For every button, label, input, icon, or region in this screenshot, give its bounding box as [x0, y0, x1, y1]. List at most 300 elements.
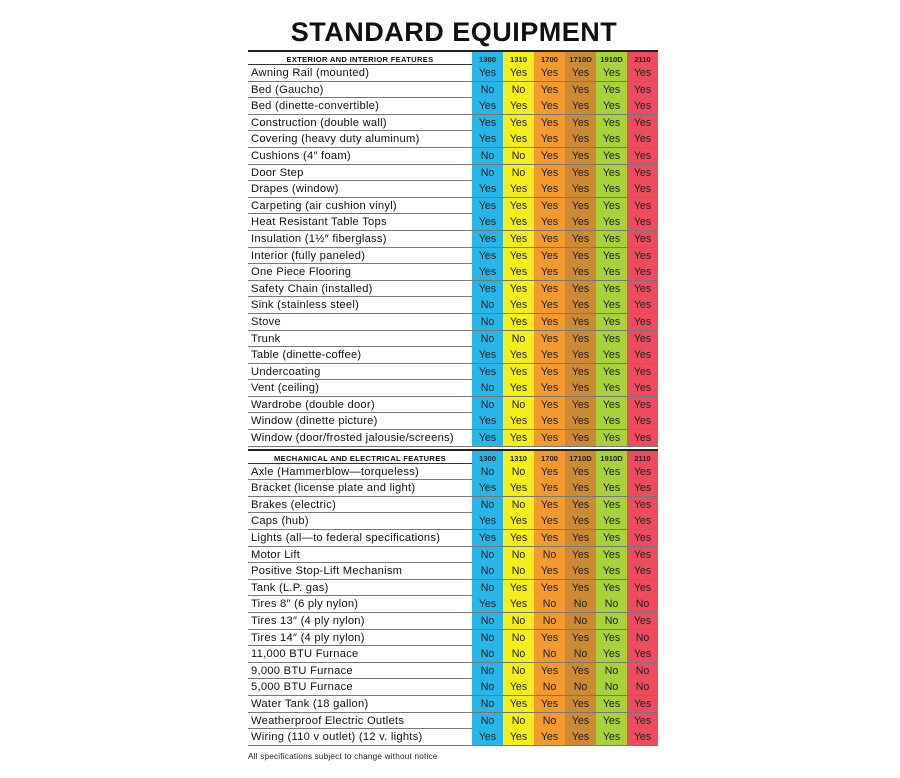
availability-cell: Yes	[596, 513, 627, 529]
availability-cell: Yes	[565, 530, 596, 546]
availability-cell: Yes	[503, 181, 534, 197]
availability-cell: Yes	[596, 331, 627, 347]
availability-cell: Yes	[565, 231, 596, 247]
table-row	[248, 181, 658, 198]
availability-cell: No	[534, 596, 565, 612]
availability-cell: Yes	[627, 65, 658, 81]
availability-cell: Yes	[534, 98, 565, 114]
model-header: 1710D	[565, 52, 596, 67]
availability-cell: No	[596, 596, 627, 612]
availability-cell: Yes	[627, 198, 658, 214]
availability-cell: Yes	[627, 397, 658, 413]
availability-cell: Yes	[565, 696, 596, 712]
availability-cell: Yes	[565, 148, 596, 164]
feature-label: Carpeting (air cushion vinyl)	[251, 199, 397, 212]
availability-cell: Yes	[565, 364, 596, 380]
availability-cell: Yes	[627, 646, 658, 662]
feature-label: Axle (Hammerblow—torqueless)	[251, 465, 420, 478]
availability-cell: Yes	[534, 314, 565, 330]
page-title: STANDARD EQUIPMENT	[290, 17, 618, 47]
availability-cell: Yes	[627, 364, 658, 380]
availability-cell: Yes	[596, 729, 627, 745]
feature-label: Trunk	[251, 332, 281, 345]
availability-cell: Yes	[472, 65, 503, 81]
table-row	[248, 513, 658, 530]
availability-cell: Yes	[503, 596, 534, 612]
table-row	[248, 231, 658, 248]
availability-cell: Yes	[503, 231, 534, 247]
feature-label: Heat Resistant Table Tops	[251, 216, 387, 229]
feature-label: Positive Stop-Lift Mechanism	[251, 565, 403, 578]
availability-cell: No	[472, 464, 503, 480]
table-row	[248, 596, 658, 613]
availability-cell: Yes	[596, 646, 627, 662]
availability-cell: Yes	[596, 547, 627, 563]
availability-cell: No	[503, 397, 534, 413]
availability-cell: Yes	[565, 547, 596, 563]
availability-cell: Yes	[565, 397, 596, 413]
availability-cell: Yes	[565, 165, 596, 181]
availability-cell: Yes	[534, 513, 565, 529]
availability-cell: Yes	[565, 82, 596, 98]
availability-cell: Yes	[565, 264, 596, 280]
availability-cell: Yes	[472, 413, 503, 429]
feature-label: Undercoating	[251, 365, 321, 378]
availability-cell: Yes	[534, 464, 565, 480]
table-row	[248, 198, 658, 215]
availability-cell: Yes	[596, 131, 627, 147]
availability-cell: Yes	[565, 380, 596, 396]
availability-cell: Yes	[472, 347, 503, 363]
availability-cell: Yes	[596, 497, 627, 513]
availability-cell: Yes	[627, 530, 658, 546]
equipment-table	[248, 50, 658, 746]
footnote: All specifications subject to change without notice	[248, 752, 438, 761]
availability-cell: No	[503, 148, 534, 164]
table-row	[248, 679, 658, 696]
availability-cell: Yes	[627, 231, 658, 247]
table-row	[248, 165, 658, 182]
availability-cell: Yes	[627, 547, 658, 563]
table-row	[248, 314, 658, 331]
feature-label: Vent (ceiling)	[251, 382, 320, 395]
availability-cell: Yes	[596, 347, 627, 363]
availability-cell: Yes	[565, 115, 596, 131]
feature-label: Sink (stainless steel)	[251, 299, 360, 312]
availability-cell: No	[503, 82, 534, 98]
availability-cell: Yes	[534, 248, 565, 264]
availability-cell: No	[627, 663, 658, 679]
availability-cell: Yes	[503, 364, 534, 380]
feature-label: Drapes (window)	[251, 183, 339, 196]
availability-cell: Yes	[627, 513, 658, 529]
feature-label: One Piece Flooring	[251, 266, 352, 279]
availability-cell: Yes	[534, 297, 565, 313]
availability-cell: Yes	[565, 497, 596, 513]
model-header: 1310	[503, 451, 534, 466]
model-header: 1310	[503, 52, 534, 67]
table-row	[248, 580, 658, 597]
availability-cell: Yes	[565, 729, 596, 745]
table-row	[248, 281, 658, 298]
availability-cell: Yes	[472, 364, 503, 380]
availability-cell: Yes	[472, 98, 503, 114]
feature-label: Wardrobe (double door)	[251, 398, 375, 411]
availability-cell: Yes	[534, 563, 565, 579]
availability-cell: Yes	[565, 480, 596, 496]
table-row	[248, 131, 658, 148]
availability-cell: No	[596, 663, 627, 679]
availability-cell: Yes	[472, 181, 503, 197]
availability-cell: Yes	[627, 413, 658, 429]
feature-label: Window (dinette picture)	[251, 415, 378, 428]
availability-cell: No	[472, 613, 503, 629]
availability-cell: Yes	[627, 181, 658, 197]
feature-label: Motor Lift	[251, 548, 301, 561]
availability-cell: Yes	[627, 480, 658, 496]
availability-cell: Yes	[534, 198, 565, 214]
availability-cell: Yes	[565, 430, 596, 446]
availability-cell: Yes	[627, 464, 658, 480]
availability-cell: Yes	[596, 430, 627, 446]
table-row	[248, 98, 658, 115]
availability-cell: Yes	[534, 480, 565, 496]
availability-cell: Yes	[503, 679, 534, 695]
availability-cell: Yes	[534, 364, 565, 380]
availability-cell: Yes	[596, 397, 627, 413]
feature-label: Cushions (4″ foam)	[251, 149, 351, 162]
feature-label: Covering (heavy duty aluminum)	[251, 133, 420, 146]
availability-cell: No	[503, 563, 534, 579]
availability-cell: Yes	[565, 413, 596, 429]
availability-cell: No	[565, 646, 596, 662]
availability-cell: Yes	[534, 281, 565, 297]
availability-cell: Yes	[565, 314, 596, 330]
availability-cell: Yes	[534, 214, 565, 230]
feature-label: Weatherproof Electric Outlets	[251, 714, 405, 727]
availability-cell: No	[503, 547, 534, 563]
model-header: 1300	[472, 52, 503, 67]
availability-cell: Yes	[534, 530, 565, 546]
availability-cell: Yes	[503, 281, 534, 297]
availability-cell: No	[565, 613, 596, 629]
availability-cell: No	[503, 165, 534, 181]
feature-label: Insulation (1½″ fiberglass)	[251, 232, 387, 245]
table-row	[248, 696, 658, 713]
table-row	[248, 497, 658, 514]
availability-cell: Yes	[534, 630, 565, 646]
availability-cell: Yes	[472, 131, 503, 147]
availability-cell: Yes	[503, 98, 534, 114]
availability-cell: Yes	[565, 181, 596, 197]
availability-cell: No	[503, 630, 534, 646]
table-row	[248, 397, 658, 414]
availability-cell: Yes	[565, 580, 596, 596]
availability-cell: No	[503, 497, 534, 513]
availability-cell: No	[472, 497, 503, 513]
availability-cell: No	[565, 596, 596, 612]
availability-cell: Yes	[596, 115, 627, 131]
availability-cell: Yes	[503, 297, 534, 313]
availability-cell: Yes	[503, 264, 534, 280]
availability-cell: Yes	[627, 696, 658, 712]
availability-cell: Yes	[534, 347, 565, 363]
availability-cell: Yes	[472, 480, 503, 496]
table-row	[248, 297, 658, 314]
availability-cell: No	[472, 547, 503, 563]
model-header: 2110	[627, 52, 658, 67]
availability-cell: Yes	[596, 165, 627, 181]
availability-cell: Yes	[596, 413, 627, 429]
availability-cell: Yes	[565, 198, 596, 214]
table-row	[248, 264, 658, 281]
availability-cell: Yes	[627, 165, 658, 181]
table-row	[248, 646, 658, 663]
availability-cell: Yes	[627, 248, 658, 264]
feature-label: 9,000 BTU Furnace	[251, 664, 353, 677]
availability-cell: No	[472, 663, 503, 679]
feature-label: 11,000 BTU Furnace	[251, 648, 359, 661]
availability-cell: No	[472, 165, 503, 181]
availability-cell: Yes	[503, 513, 534, 529]
feature-label: Awning Rail (mounted)	[251, 67, 370, 79]
availability-cell: Yes	[534, 181, 565, 197]
table-row	[248, 148, 658, 165]
availability-cell: Yes	[596, 713, 627, 729]
availability-cell: Yes	[565, 347, 596, 363]
feature-label: Bracket (license plate and light)	[251, 482, 416, 495]
availability-cell: Yes	[503, 380, 534, 396]
availability-cell: No	[534, 713, 565, 729]
availability-cell: Yes	[565, 98, 596, 114]
availability-cell: Yes	[596, 297, 627, 313]
feature-label: Table (dinette-coffee)	[251, 349, 362, 362]
availability-cell: Yes	[503, 198, 534, 214]
feature-label: Construction (double wall)	[251, 116, 387, 129]
availability-cell: No	[472, 580, 503, 596]
availability-cell: Yes	[503, 248, 534, 264]
availability-cell: No	[472, 646, 503, 662]
feature-label: Caps (hub)	[251, 515, 309, 528]
availability-cell: No	[627, 596, 658, 612]
availability-cell: Yes	[503, 65, 534, 81]
availability-cell: Yes	[534, 497, 565, 513]
availability-cell: Yes	[627, 380, 658, 396]
availability-cell: Yes	[503, 347, 534, 363]
table-row	[248, 430, 658, 447]
table-row	[248, 331, 658, 348]
feature-label: Tires 13″ (4 ply nylon)	[251, 615, 365, 627]
availability-cell: Yes	[503, 696, 534, 712]
availability-cell: No	[472, 148, 503, 164]
availability-cell: No	[472, 713, 503, 729]
availability-cell: No	[472, 563, 503, 579]
availability-cell: Yes	[472, 231, 503, 247]
availability-cell: Yes	[596, 181, 627, 197]
table-row	[248, 214, 658, 231]
feature-label: Tires 8″ (6 ply nylon)	[251, 598, 359, 611]
availability-cell: Yes	[534, 413, 565, 429]
availability-cell: Yes	[596, 65, 627, 81]
table-row	[248, 613, 658, 630]
feature-label: Stove	[251, 315, 281, 328]
availability-cell: Yes	[472, 115, 503, 131]
availability-cell: Yes	[627, 729, 658, 745]
table-row	[248, 480, 658, 497]
availability-cell: Yes	[503, 729, 534, 745]
availability-cell: No	[596, 613, 627, 629]
availability-cell: Yes	[472, 214, 503, 230]
availability-cell: Yes	[534, 430, 565, 446]
availability-cell: Yes	[565, 297, 596, 313]
availability-cell: Yes	[596, 231, 627, 247]
availability-cell: Yes	[565, 464, 596, 480]
availability-cell: Yes	[627, 347, 658, 363]
availability-cell: Yes	[503, 214, 534, 230]
availability-cell: Yes	[472, 729, 503, 745]
availability-cell: No	[627, 630, 658, 646]
availability-cell: Yes	[472, 198, 503, 214]
table-row	[248, 347, 658, 364]
availability-cell: Yes	[596, 563, 627, 579]
availability-cell: Yes	[565, 131, 596, 147]
availability-cell: No	[472, 696, 503, 712]
availability-cell: No	[472, 397, 503, 413]
availability-cell: Yes	[627, 98, 658, 114]
table-row	[248, 115, 658, 132]
availability-cell: Yes	[627, 580, 658, 596]
feature-label: Bed (dinette-convertible)	[251, 100, 380, 113]
model-header: 1710D	[565, 451, 596, 466]
availability-cell: Yes	[596, 314, 627, 330]
availability-cell: Yes	[596, 696, 627, 712]
feature-label: Interior (fully paneled)	[251, 249, 366, 262]
model-header: 1700	[534, 451, 565, 466]
feature-label: Water Tank (18 gallon)	[251, 697, 369, 710]
availability-cell: Yes	[627, 214, 658, 230]
model-header: 2110	[627, 451, 658, 466]
table-row	[248, 82, 658, 99]
availability-cell: No	[503, 646, 534, 662]
table-row	[248, 663, 658, 680]
availability-cell: Yes	[627, 115, 658, 131]
availability-cell: Yes	[534, 65, 565, 81]
availability-cell: Yes	[565, 713, 596, 729]
availability-cell: Yes	[534, 331, 565, 347]
section-heading: EXTERIOR AND INTERIOR FEATURES	[286, 55, 434, 64]
model-header: 1700	[534, 52, 565, 67]
table-row	[248, 530, 658, 547]
availability-cell: Yes	[534, 82, 565, 98]
availability-cell: No	[472, 314, 503, 330]
availability-cell: Yes	[627, 563, 658, 579]
availability-cell: Yes	[565, 663, 596, 679]
availability-cell: Yes	[596, 530, 627, 546]
availability-cell: Yes	[596, 148, 627, 164]
availability-cell: Yes	[565, 513, 596, 529]
model-header: 1910D	[596, 451, 627, 466]
section-heading: MECHANICAL AND ELECTRICAL FEATURES	[274, 453, 446, 463]
availability-cell: Yes	[472, 281, 503, 297]
availability-cell: Yes	[503, 115, 534, 131]
availability-cell: Yes	[534, 580, 565, 596]
availability-cell: No	[503, 613, 534, 629]
availability-cell: Yes	[596, 248, 627, 264]
availability-cell: No	[534, 547, 565, 563]
table-row	[248, 413, 658, 430]
availability-cell: Yes	[503, 131, 534, 147]
availability-cell: Yes	[534, 115, 565, 131]
availability-cell: No	[596, 679, 627, 695]
availability-cell: Yes	[472, 248, 503, 264]
availability-cell: Yes	[596, 630, 627, 646]
availability-cell: Yes	[503, 580, 534, 596]
availability-cell: Yes	[503, 480, 534, 496]
availability-cell: Yes	[472, 530, 503, 546]
table-row	[248, 364, 658, 381]
availability-cell: Yes	[627, 331, 658, 347]
availability-cell: Yes	[534, 231, 565, 247]
availability-cell: No	[472, 82, 503, 98]
availability-cell: No	[627, 679, 658, 695]
availability-cell: Yes	[627, 613, 658, 629]
table-row	[248, 464, 658, 481]
feature-label: 5,000 BTU Furnace	[251, 681, 353, 694]
feature-label: Safety Chain (installed)	[251, 282, 373, 295]
availability-cell: No	[534, 646, 565, 662]
availability-cell: Yes	[596, 82, 627, 98]
availability-cell: Yes	[503, 314, 534, 330]
availability-cell: No	[472, 297, 503, 313]
availability-cell: No	[503, 331, 534, 347]
availability-cell: Yes	[596, 214, 627, 230]
availability-cell: Yes	[596, 98, 627, 114]
availability-cell: Yes	[534, 148, 565, 164]
table-row	[248, 630, 658, 647]
availability-cell: Yes	[534, 131, 565, 147]
availability-cell: No	[472, 630, 503, 646]
availability-cell: Yes	[627, 264, 658, 280]
table-row	[248, 563, 658, 580]
availability-cell: No	[472, 380, 503, 396]
availability-cell: Yes	[565, 630, 596, 646]
availability-cell: Yes	[596, 364, 627, 380]
availability-cell: Yes	[472, 513, 503, 529]
availability-cell: Yes	[503, 530, 534, 546]
table-row	[248, 380, 658, 397]
feature-label: Brakes (electric)	[251, 498, 337, 511]
availability-cell: No	[503, 464, 534, 480]
availability-cell: Yes	[472, 264, 503, 280]
model-header: 1300	[472, 451, 503, 466]
availability-cell: Yes	[596, 264, 627, 280]
availability-cell: Yes	[534, 663, 565, 679]
section-header	[248, 50, 658, 65]
availability-cell: Yes	[534, 397, 565, 413]
availability-cell: Yes	[627, 497, 658, 513]
feature-label: Lights (all—to federal specifications)	[251, 532, 441, 545]
availability-cell: Yes	[596, 198, 627, 214]
availability-cell: Yes	[565, 65, 596, 81]
availability-cell: Yes	[503, 413, 534, 429]
availability-cell: Yes	[627, 314, 658, 330]
feature-label: Bed (Gaucho)	[251, 83, 324, 96]
availability-cell: Yes	[596, 464, 627, 480]
availability-cell: Yes	[534, 380, 565, 396]
table-row	[248, 713, 658, 730]
availability-cell: No	[534, 679, 565, 695]
availability-cell: Yes	[472, 596, 503, 612]
